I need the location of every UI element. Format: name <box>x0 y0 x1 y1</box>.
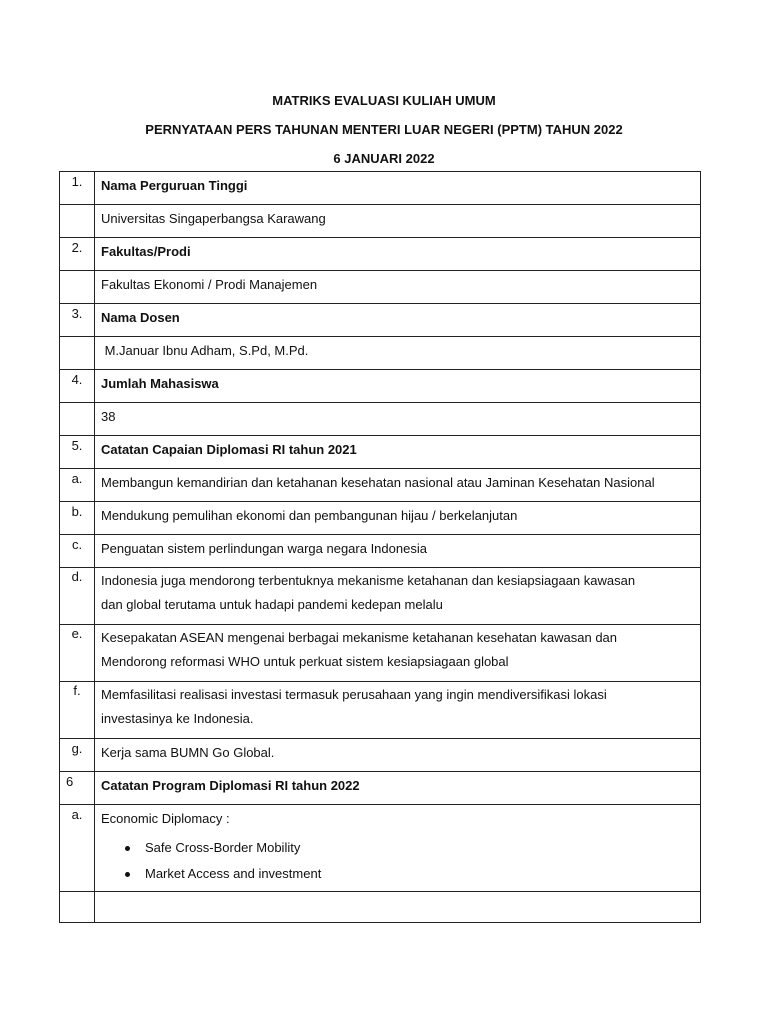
table-cell <box>95 502 701 535</box>
document-title: MATRIKS EVALUASI KULIAH UMUM <box>272 93 496 108</box>
row-number: 2. <box>60 238 95 271</box>
achievement-text: Mendukung pemulihan ekonomi dan pembangunan hijau / berkelanjutan <box>101 508 518 523</box>
section-label: Nama Dosen <box>101 310 180 325</box>
table-row-university-label <box>60 172 701 205</box>
section-label: Fakultas/Prodi <box>101 244 191 259</box>
row-number: e. <box>60 625 95 682</box>
row-number <box>60 205 95 238</box>
table-cell <box>95 271 701 304</box>
achievement-text: Penguatan sistem perlindungan warga negara Indonesia <box>101 541 427 556</box>
table-cell <box>95 403 701 436</box>
table-row-empty <box>60 892 701 923</box>
section-label: Catatan Program Diplomasi RI tahun 2022 <box>101 778 360 793</box>
table-row-students-value <box>60 403 701 436</box>
field-value: M.Januar Ibnu Adham, S.Pd, M.Pd. <box>101 343 309 358</box>
bullet-icon <box>125 846 130 851</box>
row-number: 6 <box>60 772 95 805</box>
table-cell <box>95 304 701 337</box>
section-label: Catatan Capaian Diplomasi RI tahun 2021 <box>101 442 357 457</box>
table-row-students-label <box>60 370 701 403</box>
table-cell <box>95 625 701 682</box>
table-cell <box>95 772 701 805</box>
table-cell <box>95 682 701 739</box>
row-number <box>60 337 95 370</box>
row-number <box>60 271 95 304</box>
table-cell <box>95 205 701 238</box>
table-row-university-value <box>60 205 701 238</box>
table-row-achievements-label <box>60 436 701 469</box>
achievement-text-line-1: Memfasilitasi realisasi investasi termasuk perusahaan yang ingin mendiversifikasi lokasi <box>101 687 607 702</box>
table-cell <box>95 535 701 568</box>
row-number: c. <box>60 535 95 568</box>
table-cell <box>95 337 701 370</box>
achievement-text: Membangun kemandirian dan ketahanan kesehatan nasional atau Jaminan Kesehatan Nasional <box>101 475 655 490</box>
table-cell <box>95 370 701 403</box>
table-cell <box>95 568 701 625</box>
row-number: b. <box>60 502 95 535</box>
achievement-text-line-1: Indonesia juga mendorong terbentuknya mekanisme ketahanan dan kesiapsiagaan kawasan <box>101 573 636 588</box>
program-text: Economic Diplomacy : <box>101 811 230 826</box>
program-bullet-list <box>101 835 696 887</box>
row-number: 4. <box>60 370 95 403</box>
table-row-faculty-value <box>60 271 701 304</box>
row-number: 1. <box>60 172 95 205</box>
section-label: Nama Perguruan Tinggi <box>101 178 248 193</box>
evaluation-matrix-table <box>59 171 701 923</box>
row-number: a. <box>60 469 95 502</box>
field-value: Fakultas Ekonomi / Prodi Manajemen <box>101 277 318 292</box>
field-value: 38 <box>101 409 116 424</box>
table-cell <box>95 805 701 892</box>
table-row-faculty-label <box>60 238 701 271</box>
table-cell <box>95 892 701 923</box>
row-number: f. <box>60 682 95 739</box>
table-cell <box>95 739 701 772</box>
section-label: Jumlah Mahasiswa <box>101 376 219 391</box>
table-row-achievement-c <box>60 535 701 568</box>
achievement-text-line-1: Kesepakatan ASEAN mengenai berbagai mekanisme ketahanan kesehatan kawasan dan <box>101 630 618 645</box>
bullet-icon <box>125 872 130 877</box>
table-row-achievement-b <box>60 502 701 535</box>
table-cell <box>95 436 701 469</box>
table-row-achievement-f <box>60 682 701 739</box>
list-item: Safe Cross-Border Mobility <box>145 835 696 861</box>
table-row-achievement-a <box>60 469 701 502</box>
list-item: Market Access and investment <box>145 861 696 887</box>
row-number: 5. <box>60 436 95 469</box>
row-number: 3. <box>60 304 95 337</box>
row-number <box>60 403 95 436</box>
table-row-program-a <box>60 805 701 892</box>
table-cell <box>95 238 701 271</box>
table-row-programs-label <box>60 772 701 805</box>
table-row-achievement-g <box>60 739 701 772</box>
achievement-text-line-2: Mendorong reformasi WHO untuk perkuat sistem kesiapsiagaan global <box>101 654 509 669</box>
table-row-achievement-d <box>60 568 701 625</box>
row-number: g. <box>60 739 95 772</box>
table-row-lecturer-value <box>60 337 701 370</box>
field-value: Universitas Singaperbangsa Karawang <box>101 211 326 226</box>
row-number: a. <box>60 805 95 892</box>
row-number <box>60 892 95 923</box>
table-row-achievement-e <box>60 625 701 682</box>
achievement-text-line-2: dan global terutama untuk hadapi pandemi kedepan melalu <box>101 597 443 612</box>
table-cell <box>95 469 701 502</box>
row-number: d. <box>60 568 95 625</box>
table-cell <box>95 172 701 205</box>
document-subtitle: PERNYATAAN PERS TAHUNAN MENTERI LUAR NEGERI (PPTM) TAHUN 2022 <box>145 122 623 137</box>
achievement-text-line-2: investasinya ke Indonesia. <box>101 711 254 726</box>
document-date: 6 JANUARI 2022 <box>333 151 435 166</box>
table-row-lecturer-label <box>60 304 701 337</box>
achievement-text: Kerja sama BUMN Go Global. <box>101 745 275 760</box>
